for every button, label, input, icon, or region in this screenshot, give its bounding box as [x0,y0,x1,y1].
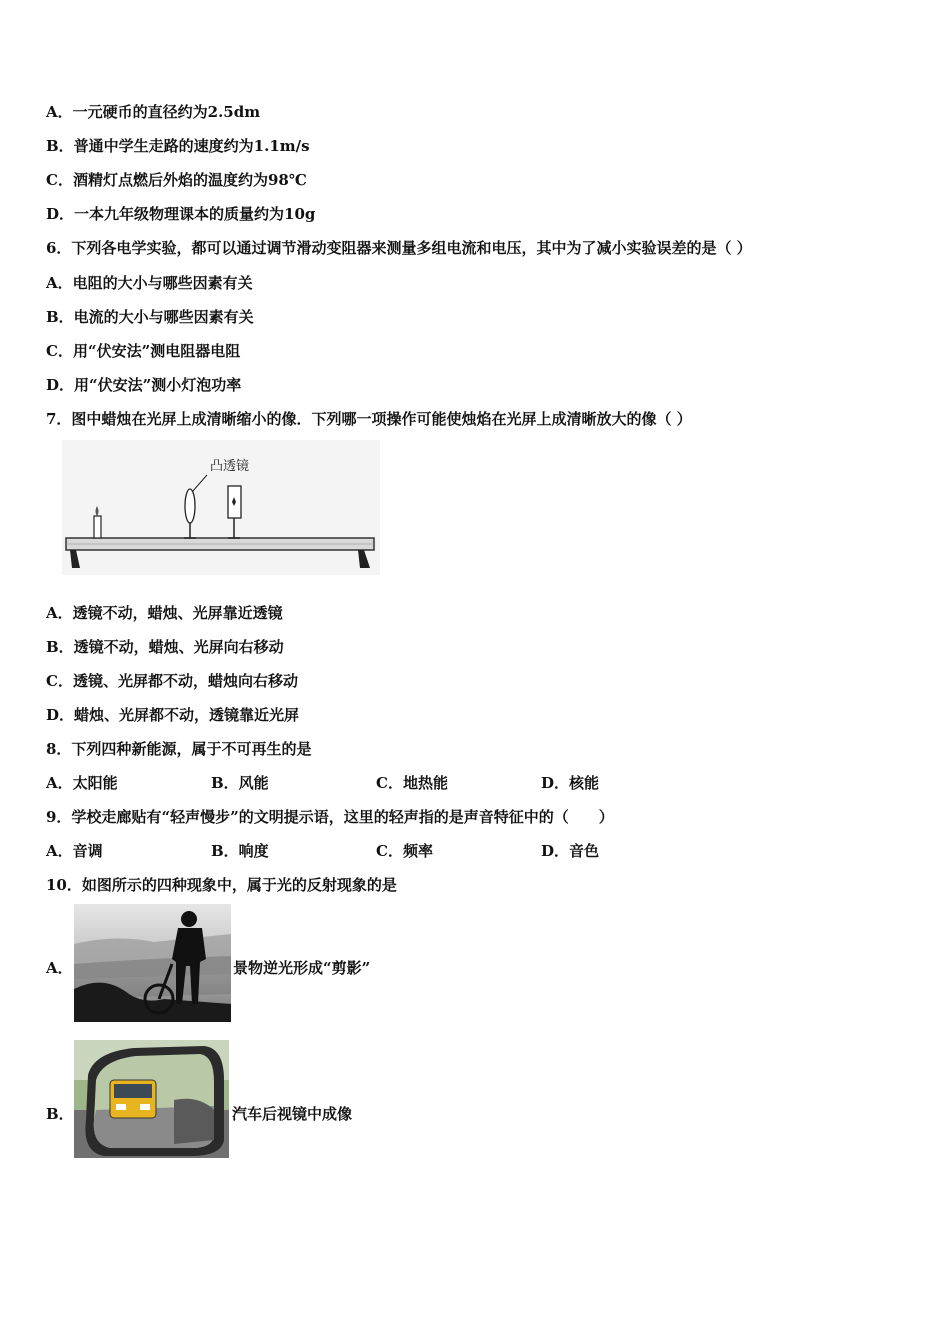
lens-label: 凸透镜 [210,459,250,474]
q10-option-a-label: A． [46,959,73,977]
q10-option-b-label: B． [46,1105,74,1123]
optical-bench-illustration [62,440,380,575]
q6-option-d: D．用“伏安法”测小灯泡功率 [46,376,242,394]
q5-option-b: B．普通中学生走路的速度约为1.1m/s [46,137,310,155]
q5-option-a: A．一元硬币的直径约为2.5dm [46,103,261,121]
q10-option-a-text: 景物逆光形成“剪影” [233,959,371,977]
q9-options-row [46,841,746,861]
q6-option-c: C．用“伏安法”测电阻器电阻 [46,342,241,360]
q8-option-a: A．太阳能 [46,774,118,792]
q5-option-d: D．一本九年级物理课本的质量约为10g [46,205,316,223]
q7-option-d: D．蜡烛、光屏都不动，透镜靠近光屏 [46,706,300,724]
q9-option-b: B．响度 [211,842,269,860]
q5-option-c: C．酒精灯点燃后外焰的温度约为98℃ [46,171,307,189]
rearview-mirror-photo [74,1040,229,1158]
q6-stem: 6．下列各电学实验，都可以通过调节滑动变阻器来测量多组电流和电压，其中为了减小实验误差的是（ ） [46,239,752,257]
q7-option-c: C．透镜、光屏都不动，蜡烛向右移动 [46,672,298,690]
q6-option-a: A．电阻的大小与哪些因素有关 [46,274,253,292]
q9-option-a: A．音调 [46,842,103,860]
q10-option-b-text: 汽车后视镜中成像 [232,1105,353,1123]
q9-option-c: C．频率 [376,842,433,860]
q8-stem: 8．下列四种新能源，属于不可再生的是 [46,740,312,758]
q8-option-c: C．地热能 [376,774,448,792]
q6-option-b: B．电流的大小与哪些因素有关 [46,308,254,326]
silhouette-photo [74,904,231,1022]
q8-options-row [46,773,746,793]
q7-option-a: A．透镜不动，蜡烛、光屏靠近透镜 [46,604,283,622]
q9-stem: 9．学校走廊贴有“轻声慢步”的文明提示语，这里的轻声指的是声音特征中的（ ） [46,808,614,826]
q10-stem: 10．如图所示的四种现象中，属于光的反射现象的是 [46,876,397,894]
q7-stem: 7．图中蜡烛在光屏上成清晰缩小的像．下列哪一项操作可能使烛焰在光屏上成清晰放大的像（ ） [46,410,692,428]
q9-option-d: D．音色 [541,842,600,860]
q7-option-b: B．透镜不动，蜡烛、光屏向右移动 [46,638,284,656]
optical-bench-figure [62,440,380,575]
q8-option-b: B．风能 [211,774,269,792]
q8-option-d: D．核能 [541,774,600,792]
